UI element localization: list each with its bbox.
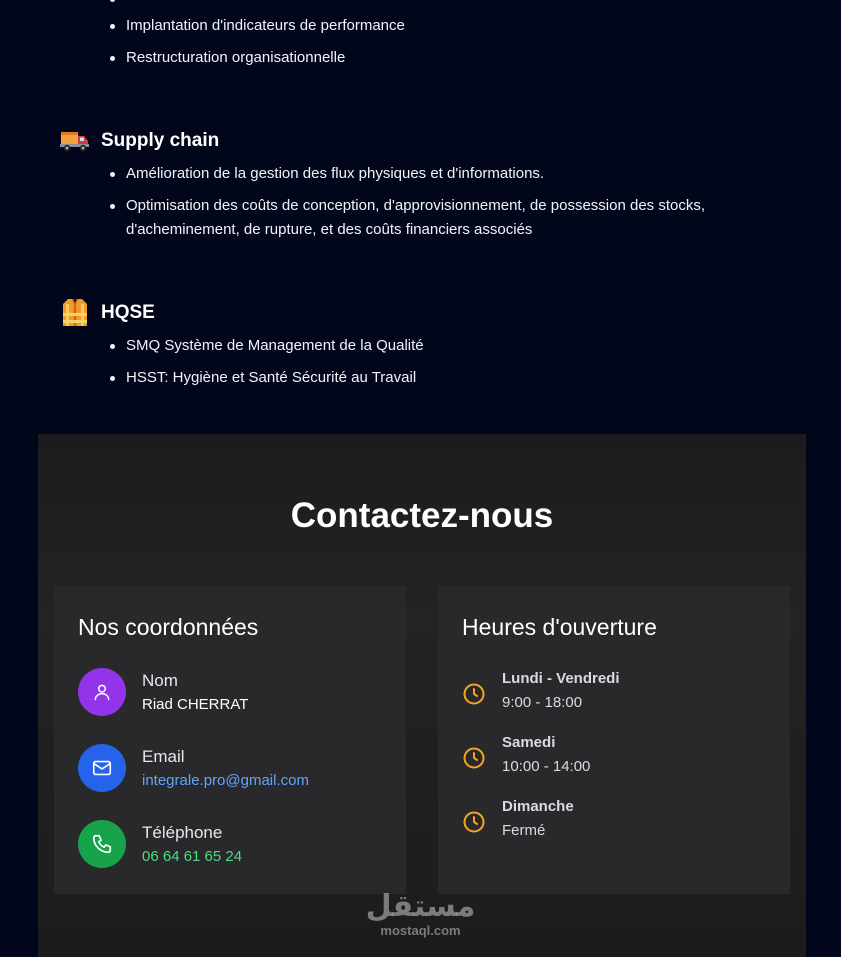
opening-hours-title: Heures d'ouverture — [462, 614, 657, 640]
contact-title: Contactez-nous — [290, 496, 554, 535]
hours-day: Samedi — [502, 734, 556, 751]
email-row — [78, 744, 309, 792]
hours-time: 9:00 - 18:00 — [502, 694, 583, 711]
supply-chain-list — [0, 162, 746, 242]
watermark — [0, 890, 841, 938]
phone-label: Téléphone — [142, 823, 223, 842]
email-link[interactable]: integrale.pro@gmail.com — [142, 772, 309, 789]
name-row — [78, 668, 248, 716]
hqse-heading — [60, 298, 155, 328]
watermark-arabic: مستقل — [365, 889, 476, 924]
hours-day: Dimanche — [502, 798, 574, 815]
previous-service-list — [0, 14, 746, 70]
hours-row — [462, 796, 574, 842]
list-item: Implantation d'indicateurs de performance — [126, 14, 746, 38]
cut-off-bullet — [110, 0, 115, 2]
supply-chain-title: Supply chain — [101, 130, 220, 151]
safety-vest-icon — [60, 298, 90, 328]
hours-row — [462, 732, 590, 778]
name-label: Nom — [142, 671, 178, 690]
supply-chain-heading — [60, 126, 219, 156]
mail-icon — [78, 744, 126, 792]
list-item: SMQ Système de Management de la Qualité — [126, 334, 746, 358]
clock-icon — [462, 746, 486, 770]
email-label: Email — [142, 747, 185, 766]
opening-hours-card — [438, 586, 790, 894]
phone-icon — [78, 820, 126, 868]
hqse-title: HQSE — [101, 302, 155, 323]
contact-section — [38, 434, 806, 957]
hours-time: Fermé — [502, 822, 546, 839]
truck-icon — [60, 126, 90, 156]
list-item: Restructuration organisationnelle — [126, 46, 746, 70]
hqse-list — [0, 334, 746, 390]
list-item: Optimisation des coûts de conception, d'approvisionnement, de possession des stocks, d'acheminement, de rupture, et des coûts financiers associés — [126, 194, 746, 242]
phone-row — [78, 820, 242, 868]
name-value: Riad CHERRAT — [142, 696, 249, 713]
watermark-latin: mostaql.com — [380, 923, 461, 938]
phone-link[interactable]: 06 64 61 65 24 — [142, 848, 243, 865]
list-item: Amélioration de la gestion des flux physiques et d'informations. — [126, 162, 746, 186]
hours-day: Lundi - Vendredi — [502, 670, 620, 687]
clock-icon — [462, 810, 486, 834]
coordinates-title: Nos coordonnées — [78, 614, 259, 640]
list-item: HSST: Hygiène et Santé Sécurité au Travail — [126, 366, 746, 390]
user-icon — [78, 668, 126, 716]
coordinates-card — [54, 586, 406, 894]
clock-icon — [462, 682, 486, 706]
hours-row — [462, 668, 620, 714]
hours-time: 10:00 - 14:00 — [502, 758, 591, 775]
